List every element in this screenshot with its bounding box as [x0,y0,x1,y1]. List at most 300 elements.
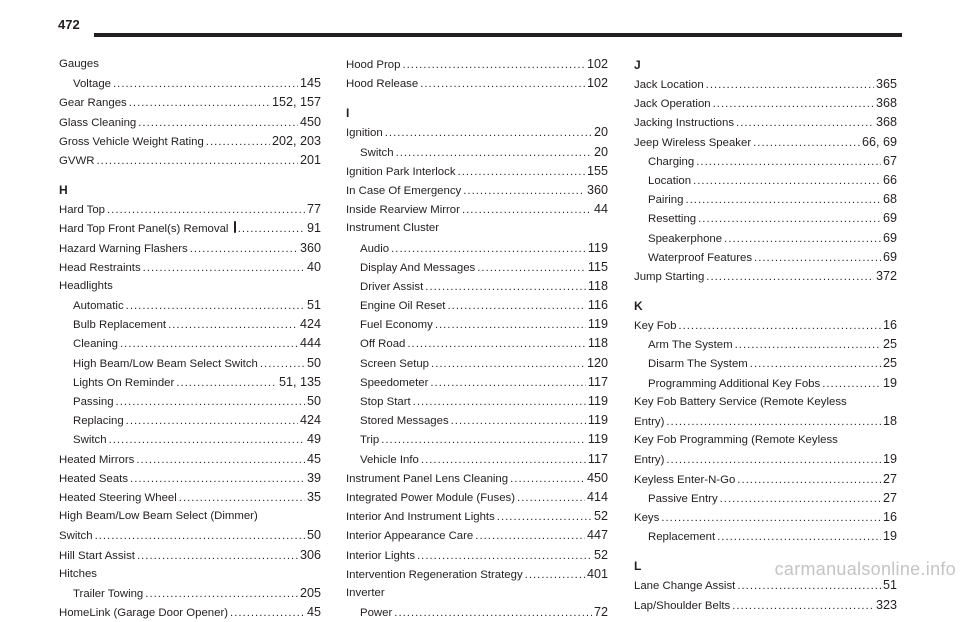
index-letter-heading [346,103,608,123]
index-entry-label: Lap/Shoulder Belts [634,599,731,612]
index-subentry [346,430,608,449]
index-entry [59,55,321,74]
dot-leader [407,335,586,353]
index-letter-heading [634,296,897,316]
index-subentry [59,296,321,315]
index-page-ref[interactable]: 117 [587,374,608,389]
index-page-ref[interactable]: 201 [299,152,321,167]
index-entry-label: Jump Starting [634,270,705,283]
index-page-ref[interactable]: 51 [882,578,897,593]
index-entry-label: H [59,183,68,198]
index-entry-label: Hard Top [59,204,106,217]
index-subentry [634,248,897,267]
index-entry-label: Engine Oil Reset [360,300,446,313]
index-entry [59,277,321,296]
index-page-ref[interactable]: 145 [299,76,321,91]
dot-leader [402,56,585,74]
index-entry [346,507,608,526]
index-entry [59,488,321,507]
index-page-ref[interactable]: 323 [875,597,897,612]
index-entry-label: Off Road [360,338,406,351]
dot-leader [120,335,298,353]
index-entry-label: Integrated Power Module (Fuses) [346,491,516,504]
dot-leader [706,268,874,286]
index-entry [346,219,608,238]
index-page-ref[interactable]: 69 [882,249,897,264]
index-entry-label: Heated Steering Wheel [59,491,177,504]
index-page-ref[interactable]: 50 [306,394,321,408]
index-spacer [634,286,897,296]
dot-leader [706,76,874,94]
index-page-ref[interactable]: 450 [586,470,608,485]
dot-leader [420,75,585,93]
index-entry-label: High Beam/Low Beam Select (Dimmer) [59,510,258,523]
index-page-ref[interactable]: 52 [593,509,608,524]
index-page-ref[interactable]: 414 [586,489,608,504]
index-entry-label: Stored Messages [360,415,449,428]
dot-leader [447,297,585,315]
index-page-ref[interactable]: 20 [593,125,608,140]
dot-leader [497,508,592,526]
index-page-ref[interactable]: 119 [587,394,608,408]
index-entry-label: Entry) [634,416,665,428]
index-entry-label: Jacking Instructions [634,117,735,130]
index-entry [59,546,321,565]
dot-leader [753,134,860,152]
index-entry [59,200,321,219]
index-page-ref[interactable]: 50 [306,528,321,543]
dot-leader [381,431,586,449]
index-entry-label: Disarm The System [648,358,748,371]
dot-leader [109,431,305,449]
index-page-ref[interactable]: 45 [306,605,321,620]
index-entry [634,113,897,132]
index-subentry [59,584,321,603]
index-page-ref[interactable]: 401 [586,566,608,581]
dot-leader [713,95,874,113]
index-subentry [346,143,608,162]
index-page-ref[interactable]: 119 [587,240,608,255]
dot-leader [391,240,586,258]
index-entry [346,162,608,181]
index-column-2 [346,55,608,622]
index-page-ref[interactable]: 39 [306,470,321,485]
index-page-ref[interactable]: 119 [587,413,608,428]
index-entry-label: Switch [73,434,107,447]
index-entry-label: Hard Top Front Panel(s) Removal [59,223,229,236]
index-subentry [346,258,608,277]
index-entry-label: In Case Of Emergency [346,184,462,197]
index-entry [59,507,321,526]
index-page-ref[interactable]: 44 [593,202,608,217]
index-subentry [59,74,321,93]
index-entry [634,450,897,469]
index-entry-label: Jack Location [634,79,704,91]
dot-leader [736,114,874,132]
dot-leader [143,259,305,277]
index-entry-label: Trip [360,434,380,447]
index-entry [59,565,321,584]
index-entry-label: Automatic [73,300,124,313]
index-page-ref[interactable]: 25 [882,356,897,371]
dot-leader [260,355,305,373]
index-entry [346,565,608,584]
index-subentry [634,171,897,190]
index-entry [346,55,608,74]
index-page-ref[interactable]: 102 [586,57,608,71]
index-entry-label: Heated Mirrors [59,453,135,466]
index-page-ref[interactable]: 91 [306,221,321,236]
index-entry-label: Hood Release [346,78,419,91]
index-entry [59,469,321,488]
dot-leader [230,604,305,622]
index-page-ref[interactable]: 68 [882,192,897,207]
index-entry-label: Instrument Cluster [346,222,440,235]
index-page-ref[interactable]: 66 [882,172,897,187]
index-entry-label: Intervention Regeneration Strategy [346,568,523,581]
dot-leader [678,317,881,335]
index-subentry [59,334,321,353]
index-subentry [59,392,321,411]
index-entry-label: Head Restraints [59,261,141,274]
dot-leader [190,240,298,258]
index-entry-label: Vehicle Info [360,453,419,466]
index-entry-label: Audio [360,242,390,255]
index-spacer [346,93,608,103]
index-page-ref[interactable]: 120 [586,355,608,370]
index-letter-heading [634,55,897,75]
index-page-ref[interactable]: 20 [593,144,608,159]
watermark: carmanualsonline.info [774,559,956,579]
index-subentry [346,411,608,430]
dot-leader [425,278,586,296]
index-entry [634,596,897,615]
index-entry-label: Fuel Economy [360,319,433,332]
index-subentry [346,392,608,411]
index-page-ref[interactable]: 202, 203 [271,133,321,148]
index-page-ref[interactable]: 155 [586,163,608,178]
dot-leader [661,509,881,527]
index-entry-label: Headlights [59,279,113,292]
index-entry-label: K [634,299,643,314]
dot-leader [176,374,277,392]
index-entry-label: Gross Vehicle Weight Rating [59,135,204,148]
index-subentry [346,450,608,469]
index-subentry [346,334,608,353]
dot-leader [136,451,305,469]
dot-leader [138,114,298,132]
index-page-ref[interactable]: 51 [306,298,321,313]
index-entry-label: Key Fob Battery Service (Remote Keyless [634,395,847,408]
dot-leader [732,597,874,615]
index-page-ref[interactable]: 27 [882,490,897,505]
index-page-ref[interactable]: 50 [306,355,321,370]
index-page-ref[interactable]: 205 [299,585,321,600]
index-entry [346,200,608,219]
dot-leader [130,470,305,488]
index-entry [346,488,608,507]
index-page-ref[interactable]: 19 [882,529,897,544]
index-page-ref[interactable]: 424 [299,413,321,428]
dot-leader [137,547,298,565]
index-spacer [59,170,321,180]
dot-leader [396,144,592,162]
index-entry-label: Passive Entry [648,492,718,505]
index-page-ref[interactable]: 119 [587,317,608,332]
index-entry-label: J [634,58,641,72]
index-entry [346,74,608,93]
index-entry-label: Switch [59,530,93,543]
index-entry [346,469,608,488]
index-entry-label: Pairing [648,194,684,207]
dot-leader [724,230,881,248]
index-entry-label: Key Fob [634,320,677,333]
index-page-ref[interactable]: 119 [587,432,608,447]
index-page-ref[interactable]: 152, 157 [271,95,321,110]
index-page-ref[interactable]: 51, 135 [278,374,321,389]
index-entry [59,113,321,132]
index-page-ref[interactable]: 306 [299,547,321,562]
index-entry [59,258,321,277]
index-subentry [634,209,897,228]
index-page-ref[interactable]: 45 [306,451,321,466]
index-entry-label: Heated Seats [59,472,129,485]
index-page-ref[interactable]: 118 [587,278,608,293]
index-page-ref[interactable]: 67 [882,153,897,168]
index-page-ref[interactable]: 115 [587,259,608,274]
index-letter-heading [59,180,321,200]
index-page-ref[interactable]: 52 [593,547,608,562]
index-entry-label: Inside Rearview Mirror [346,204,460,217]
dot-leader [168,316,298,334]
index-entry-label: Gear Ranges [59,97,127,110]
index-page-ref[interactable]: 66, 69 [861,134,897,149]
dot-leader [413,393,586,411]
index-page-ref[interactable]: 19 [882,452,897,467]
dot-leader [238,220,305,238]
index-entry [634,94,897,113]
index-entry-label: Power [360,607,393,620]
index-entry [59,450,321,469]
index-entry [59,132,321,151]
dot-leader [735,336,881,354]
index-entry-label: GVWR [59,154,95,167]
dot-leader [737,577,881,595]
dot-leader [126,412,298,430]
index-entry-label: Glass Cleaning [59,116,137,129]
index-subentry [59,411,321,430]
index-entry-label: Screen Setup [360,357,430,370]
index-page-ref[interactable]: 69 [882,211,897,226]
dot-leader [462,201,592,219]
index-page-ref[interactable]: 447 [586,528,608,543]
index-page-ref[interactable]: 360 [586,182,608,197]
dot-leader [95,527,305,545]
index-entry-label: High Beam/Low Beam Select Switch [73,357,258,370]
dot-leader [463,182,585,200]
index-entry-label: Waterproof Features [648,251,753,264]
index-page-ref[interactable]: 49 [306,432,321,447]
index-page-ref[interactable]: 118 [587,336,608,351]
index-entry-label: Instrument Panel Lens Cleaning [346,472,509,485]
index-page-ref[interactable]: 116 [587,298,608,313]
index-entry-label: Speedometer [360,376,429,389]
index-entry-label: I [346,106,350,121]
dot-leader [685,191,881,209]
index-subentry [634,354,897,373]
index-entry [634,431,897,450]
dot-leader [435,316,586,334]
index-page-ref[interactable]: 69 [882,230,897,245]
dot-leader [116,393,305,411]
index-page-ref[interactable]: 25 [882,337,897,352]
index-page-ref[interactable]: 117 [587,451,608,466]
index-spacer [634,546,897,556]
index-subentry [346,603,608,622]
index-subentry [346,296,608,315]
index-entry [634,316,897,335]
index-page-ref[interactable]: 72 [593,605,608,620]
index-subentry [346,239,608,258]
index-subentry [346,315,608,334]
index-subentry [634,489,897,508]
index-entry-label: Gauges [59,58,99,70]
dot-leader [666,413,881,431]
dot-leader [698,210,881,228]
dot-leader [693,172,881,190]
dot-leader [737,471,881,489]
dot-leader [431,355,585,373]
index-entry-label: Ignition [346,127,383,140]
dot-leader [421,451,586,469]
dot-leader [666,451,881,469]
index-subentry [634,527,897,546]
index-column-1 [59,55,321,622]
index-page-ref[interactable]: 16 [882,509,897,524]
dot-leader [451,412,586,430]
index-subentry [59,373,321,392]
dot-leader [96,152,298,170]
index-entry-label: Keys [634,511,660,524]
index-entry-label: Replacing [73,415,124,428]
index-entry-label: Ignition Park Interlock [346,165,456,178]
index-entry-label: Lights On Reminder [73,376,175,389]
index-entry [634,470,897,489]
index-subentry [634,374,897,393]
index-subentry [59,354,321,373]
index-page-ref[interactable]: 444 [299,336,321,351]
index-entry-label: Entry) [634,454,665,467]
dot-leader [720,490,881,508]
dot-leader [129,94,270,112]
index-page-ref[interactable]: 365 [875,77,897,91]
index-entry-label: Replacement [648,531,716,544]
dot-leader [417,547,592,565]
index-page-ref[interactable]: 102 [586,76,608,91]
index-entry-label: Display And Messages [360,261,476,274]
index-entry [346,546,608,565]
index-entry [346,123,608,142]
index-entry-label: Resetting [648,213,697,226]
index-page-ref[interactable]: 77 [306,202,321,217]
index-page-ref[interactable]: 424 [299,317,321,332]
dot-leader [510,470,585,488]
vehicle-icon [234,221,235,233]
index-subentry [634,229,897,248]
index-subentry [634,190,897,209]
index-entry-label: Voltage [73,78,112,91]
dot-leader [430,374,586,392]
index-entry [346,181,608,200]
index-page-ref[interactable]: 450 [299,114,321,129]
index-entry-label: Key Fob Programming (Remote Keyless [634,434,838,447]
dot-leader [822,375,881,393]
index-page-ref[interactable]: 360 [299,240,321,255]
index-entry-label: Keyless Enter-N-Go [634,473,736,486]
index-entry-label: HomeLink (Garage Door Opener) [59,607,229,620]
dot-leader [107,201,305,219]
index-entry-label: Cleaning [73,338,118,351]
index-entry-label: Hood Prop [346,59,401,71]
index-page-ref[interactable]: 16 [882,318,897,333]
index-entry [634,267,897,286]
dot-leader [525,566,585,584]
index-entry-label: Passing [73,396,114,408]
index-page-ref[interactable]: 368 [875,96,897,111]
index-entry [634,508,897,527]
index-subentry [634,152,897,171]
index-subentry [59,315,321,334]
index-page-ref[interactable]: 372 [875,268,897,283]
dot-leader [475,527,585,545]
index-entry [59,93,321,112]
index-entry-label: Interior Appearance Care [346,530,474,543]
dot-leader [517,489,585,507]
index-entry-label: Location [648,174,692,187]
index-entry-label: Hazard Warning Flashers [59,242,188,255]
header-rule [94,33,902,37]
index-entry [634,412,897,431]
index-page-ref[interactable]: 40 [306,259,321,274]
index-page-ref[interactable]: 35 [306,489,321,504]
index-page-ref[interactable]: 368 [875,115,897,130]
index-entry-label: Hill Start Assist [59,549,135,562]
dot-leader [113,75,298,93]
index-entry-label: Stop Start [360,396,411,408]
index-page-ref[interactable]: 27 [882,471,897,486]
dot-leader [458,163,585,181]
index-entry-label: Programming Additional Key Fobs [648,377,821,390]
index-entry [59,219,321,238]
index-entry [59,151,321,170]
index-entry-label: Jeep Wireless Speaker [634,136,752,149]
index-entry-label: Arm The System [648,339,733,352]
dot-leader [145,585,298,603]
index-entry-label: Driver Assist [360,280,424,293]
index-subentry [634,335,897,354]
index-entry [634,393,897,412]
dot-leader [394,604,592,622]
index-page-ref[interactable]: 18 [882,414,897,428]
index-entry-label: Trailer Towing [73,587,144,600]
index-subentry [59,430,321,449]
index-entry [346,526,608,545]
index-page-ref[interactable]: 19 [882,375,897,390]
dot-leader [754,249,881,267]
index-entry-label: Interior Lights [346,549,416,562]
index-column-3 [634,55,897,615]
index-entry-label: Bulb Replacement [73,319,167,332]
